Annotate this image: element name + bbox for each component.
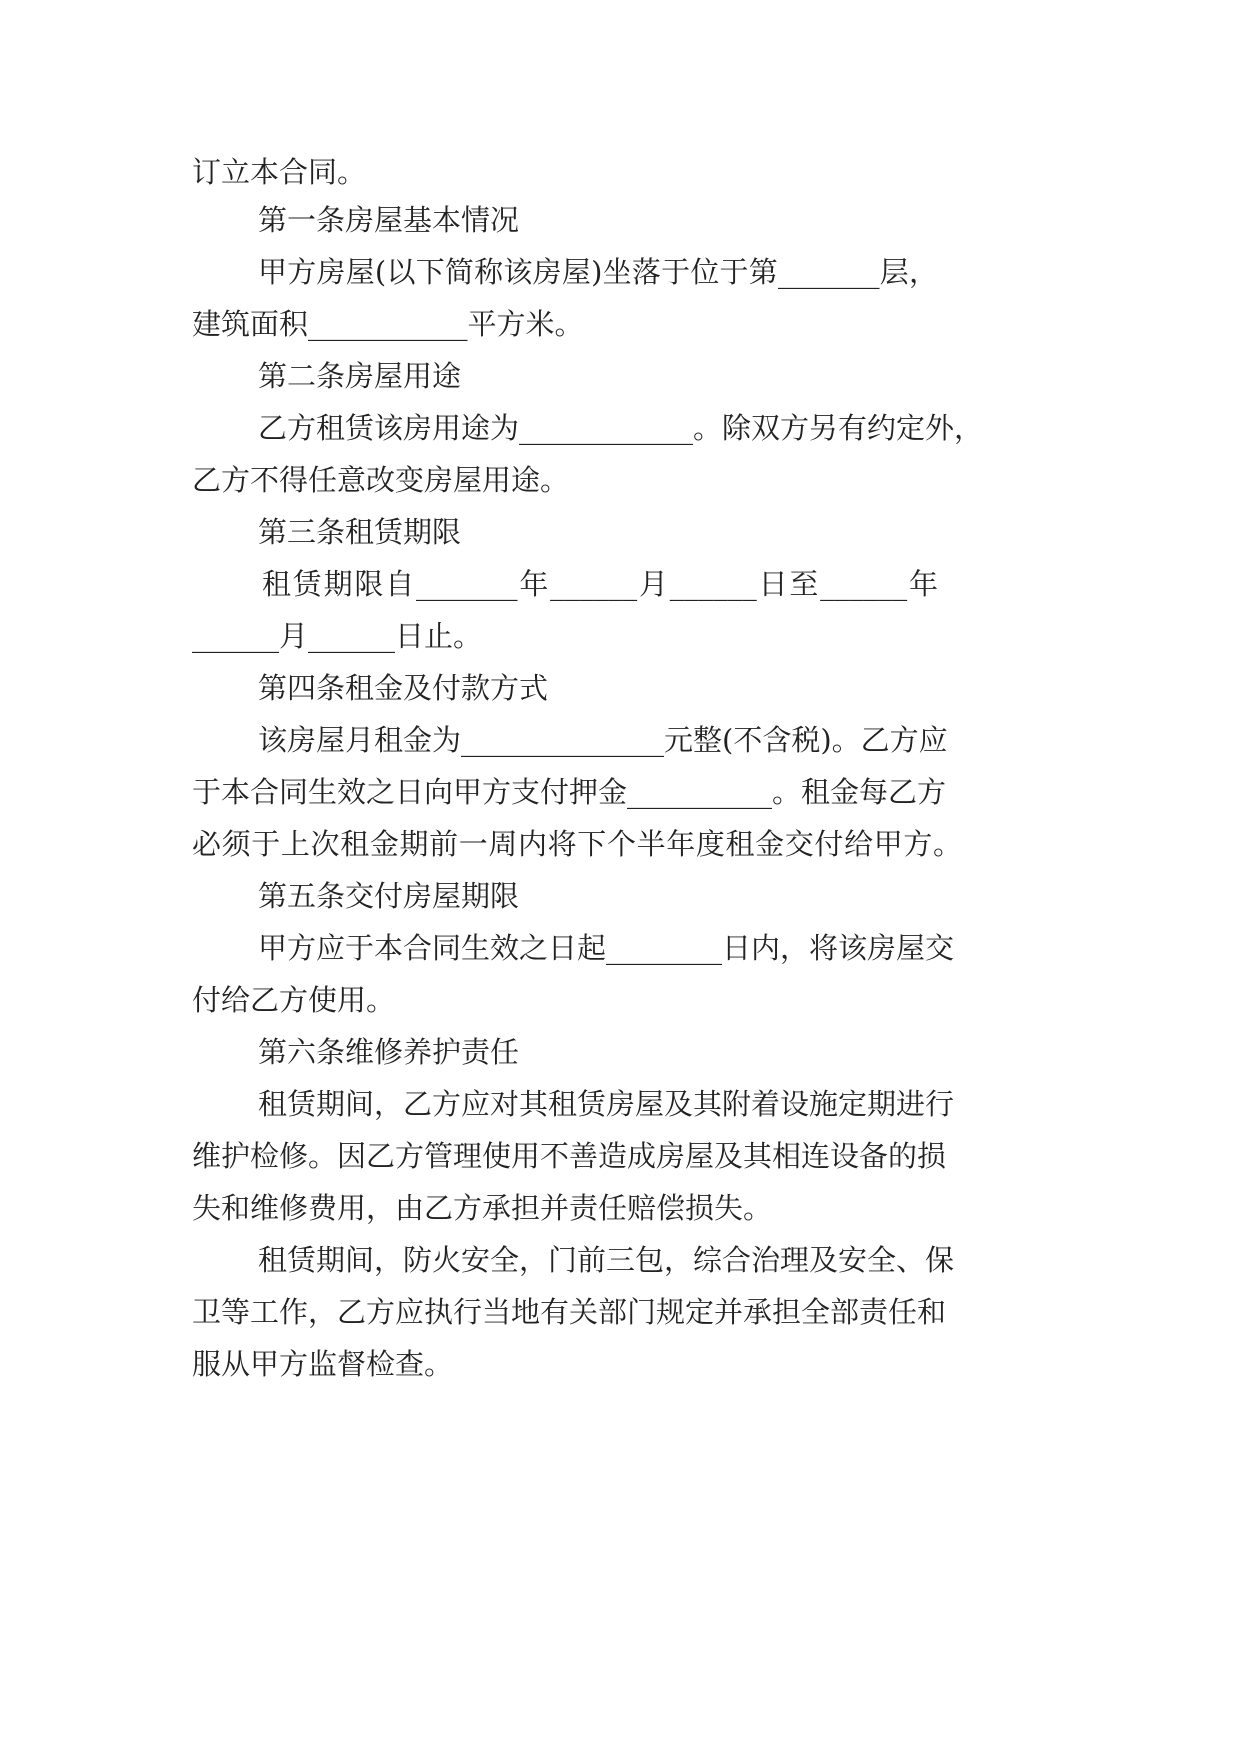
article-6-heading: 第六条维修养护责任	[258, 1035, 520, 1069]
article-6-text-line: 租赁期间，乙方应对其租赁房屋及其附着设施定期进行	[258, 1087, 955, 1121]
article-4-text-line: 必须于上次租金期前一周内将下个半年度租金交付给甲方。	[192, 827, 962, 861]
article-6-text-line: 卫等工作，乙方应执行当地有关部门规定并承担全部责任和	[192, 1295, 947, 1329]
article-1-text-line: 建筑面积___________平方米。	[192, 307, 584, 341]
article-4-text-line: 该房屋月租金为______________元整(不含税)。乙方应	[258, 723, 948, 757]
article-5-text-line: 甲方应于本合同生效之日起________日内，将该房屋交	[258, 931, 955, 965]
article-4-text-line: 于本合同生效之日向甲方支付押金__________。租金每乙方	[192, 775, 947, 809]
article-5-text-line: 付给乙方使用。	[192, 983, 396, 1017]
article-6-text-line: 服从甲方监督检查。	[192, 1347, 454, 1381]
article-3-heading: 第三条租赁期限	[258, 515, 462, 549]
article-1-heading: 第一条房屋基本情况	[258, 203, 520, 237]
article-2-text-line: 乙方租赁该房用途为____________。除双方另有约定外，	[258, 411, 984, 445]
article-4-heading: 第四条租金及付款方式	[258, 671, 549, 705]
article-3-text-line: ______月______日止。	[192, 619, 483, 653]
article-6-text-line: 维护检修。因乙方管理使用不善造成房屋及其相连设备的损	[192, 1139, 947, 1173]
article-2-heading: 第二条房屋用途	[258, 359, 462, 393]
article-1-text-line: 甲方房屋(以下简称该房屋)坐落于位于第_______层，	[258, 255, 938, 289]
article-3-text-line: 租赁期限自_______年______月______日至______年	[262, 567, 938, 601]
closing-text: 订立本合同。	[192, 155, 367, 189]
article-5-heading: 第五条交付房屋期限	[258, 879, 520, 913]
article-6-text-line: 失和维修费用，由乙方承担并责任赔偿损失。	[192, 1191, 773, 1225]
article-2-text-line: 乙方不得任意改变房屋用途。	[192, 463, 570, 497]
article-6-text-line: 租赁期间，防火安全，门前三包，综合治理及安全、保	[258, 1243, 955, 1277]
